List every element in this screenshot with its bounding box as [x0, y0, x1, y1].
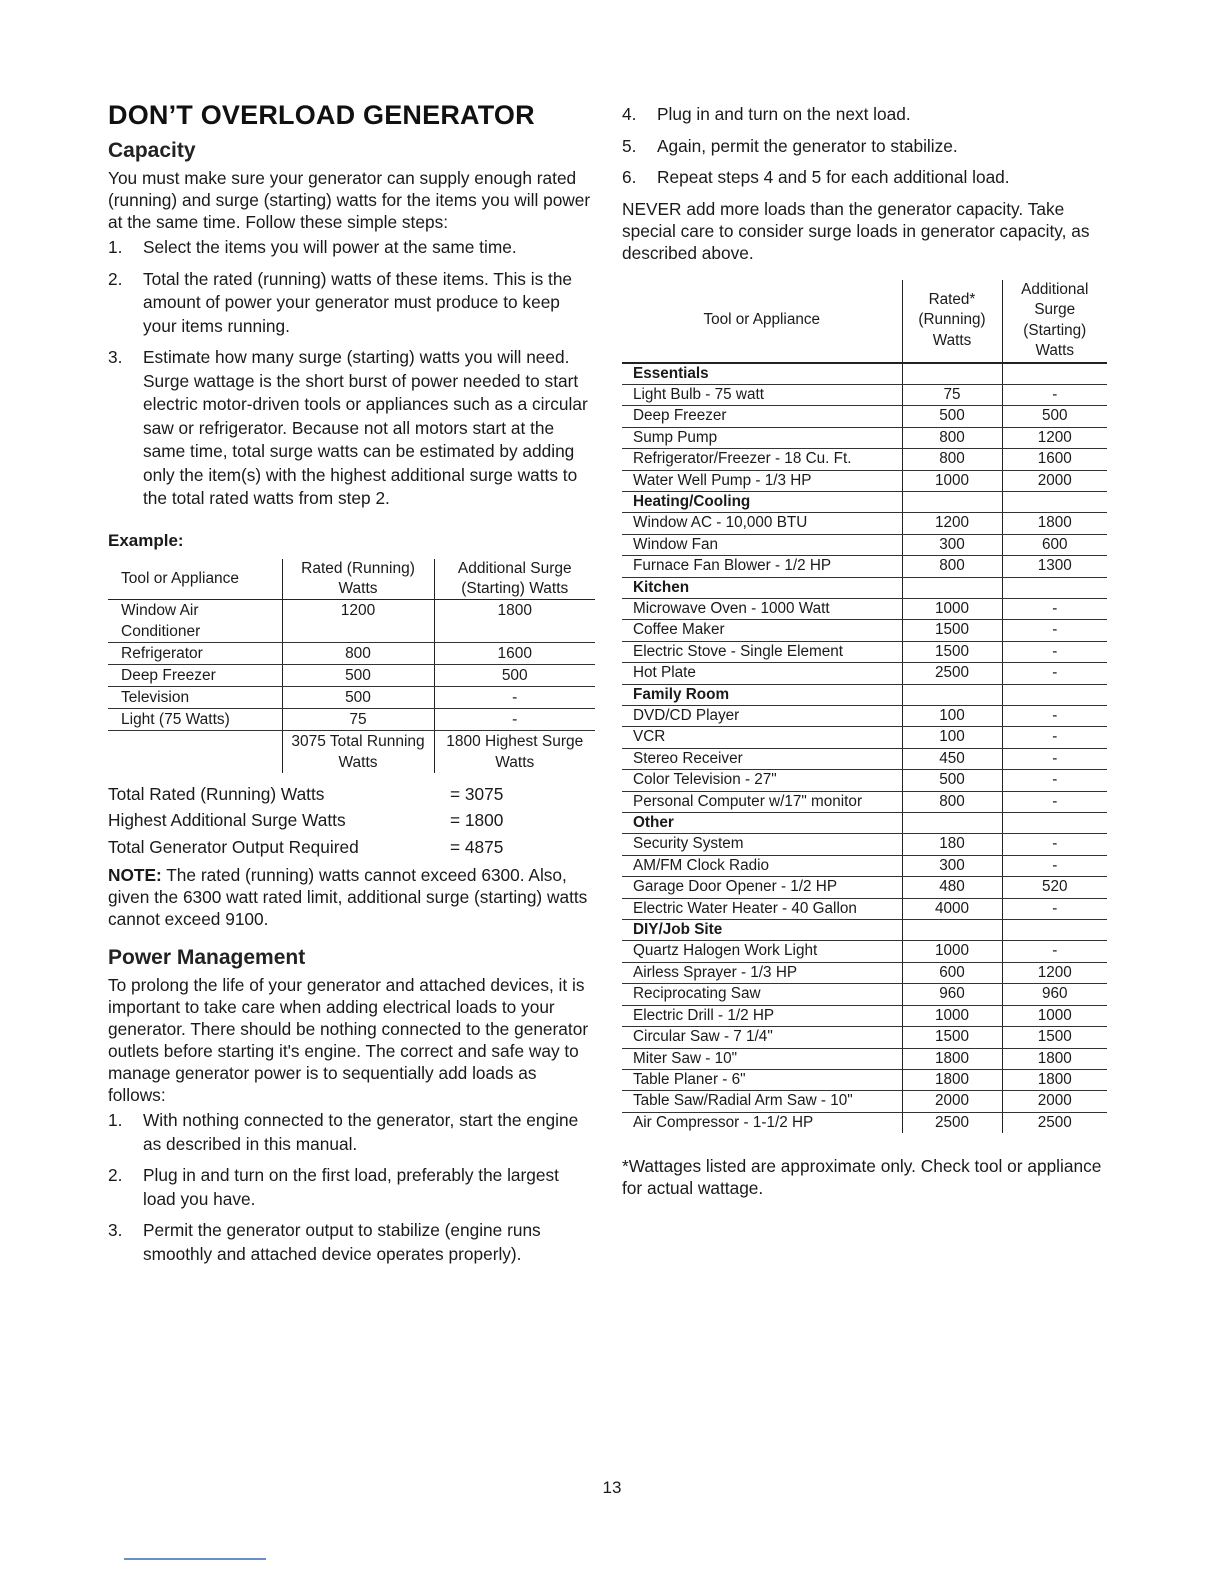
cell-empty: [1002, 491, 1107, 512]
power-management-steps: [108, 1109, 596, 1266]
cell-surge: -: [1002, 598, 1107, 619]
cell-surge: 1200: [1002, 962, 1107, 983]
step-text: Again, permit the generator to stabilize.: [657, 135, 958, 156]
cell-surge: 1500: [1002, 1027, 1107, 1048]
cell-tool: Window Fan: [622, 534, 902, 555]
cell-surge: -: [434, 686, 595, 708]
cell-surge: -: [1002, 620, 1107, 641]
cell-empty: [1002, 577, 1107, 598]
cell-rated: 300: [902, 855, 1002, 876]
step-number: 2.: [108, 1165, 123, 1185]
total-running-watts: 3075 Total Running Watts: [282, 730, 434, 773]
step-text: Repeat steps 4 and 5 for each additional load.: [657, 167, 1010, 187]
table-row: [622, 1027, 1107, 1048]
category-label: Other: [622, 813, 902, 834]
cell-rated: 75: [282, 708, 434, 730]
category-row: [622, 813, 1107, 834]
table-row: [622, 877, 1107, 898]
table-row: [622, 513, 1107, 534]
cell-tool: Personal Computer w/17" monitor: [622, 791, 902, 812]
table-row: [622, 855, 1107, 876]
category-row: [622, 363, 1107, 385]
total-row: [108, 834, 596, 861]
cell-rated: 180: [902, 834, 1002, 855]
category-label: DIY/Job Site: [622, 920, 902, 941]
cell-surge: -: [1002, 384, 1107, 405]
cell-tool: Coffee Maker: [622, 620, 902, 641]
cell-surge: 1300: [1002, 556, 1107, 577]
example-label: Example:: [108, 530, 184, 550]
cell-rated: 2000: [902, 1091, 1002, 1112]
capacity-intro: You must make sure your generator can supply enough rated (running) and surge (starting) watts for the items you will power at the same time. Follow these simple steps:: [108, 168, 591, 232]
cell-rated: 800: [282, 642, 434, 664]
cell-tool: Light (75 Watts): [108, 708, 282, 730]
power-management-heading: Power Management: [108, 946, 306, 969]
cell-rated: 500: [282, 686, 434, 708]
table-row: [108, 599, 595, 642]
totals-block: [108, 781, 596, 861]
cell-surge: -: [1002, 706, 1107, 727]
cell-empty: [902, 363, 1002, 385]
table-row: [622, 427, 1107, 448]
cell-tool: Window AC - 10,000 BTU: [622, 513, 902, 534]
cell-rated: 1000: [902, 470, 1002, 491]
cell-rated: 1500: [902, 641, 1002, 662]
cell-surge: -: [1002, 941, 1107, 962]
cell-surge: -: [1002, 834, 1107, 855]
step-text: Plug in and turn on the next load.: [657, 104, 911, 124]
cell-tool: Refrigerator/Freezer - 18 Cu. Ft.: [622, 449, 902, 470]
category-row: [622, 491, 1107, 512]
cell-surge: 520: [1002, 877, 1107, 898]
table-row: [622, 727, 1107, 748]
total-label: Total Rated (Running) Watts: [108, 783, 325, 804]
col-header-tool: Tool or Appliance: [703, 311, 820, 329]
cell-tool: Electric Drill - 1/2 HP: [622, 1005, 902, 1026]
cell-rated: 1800: [902, 1069, 1002, 1090]
cell-tool: Stereo Receiver: [622, 748, 902, 769]
category-label: Essentials: [622, 363, 902, 385]
step-number: 3.: [108, 1220, 123, 1240]
category-row: [622, 684, 1107, 705]
cell-tool: AM/FM Clock Radio: [622, 855, 902, 876]
cell-tool: Television: [108, 686, 282, 708]
total-value: = 4875: [450, 836, 504, 857]
cell-surge: 1800: [1002, 513, 1107, 534]
step-text: With nothing connected to the generator, start the engine as described in this manual.: [143, 1110, 579, 1154]
cell-rated: 100: [902, 727, 1002, 748]
step-text: Select the items you will power at the same time.: [143, 237, 517, 257]
page-number: 13: [602, 1478, 622, 1497]
table-row: [622, 898, 1107, 919]
cell-rated: 450: [902, 748, 1002, 769]
cell-surge: 600: [1002, 534, 1107, 555]
cell-surge: 2500: [1002, 1112, 1107, 1133]
cell-rated: 75: [902, 384, 1002, 405]
page-title: DON’T OVERLOAD GENERATOR: [108, 100, 535, 130]
table-row: [622, 620, 1107, 641]
table-row: [108, 686, 595, 708]
power-management-intro: To prolong the life of your generator and attached devices, it is important to take care when adding electrical loads to your generator. There should be nothing connected to the generator outlets before starting it's engine. The correct and safe way to manage generator power is to sequentially add loads as follows:: [108, 975, 589, 1105]
step-number: 1.: [108, 237, 123, 257]
list-item: [622, 166, 1110, 190]
cell-surge: 1200: [1002, 427, 1107, 448]
list-item: [108, 236, 596, 260]
cell-surge: -: [1002, 663, 1107, 684]
cell-rated: 500: [902, 770, 1002, 791]
col-header-rated: Rated (Running) Watts: [282, 559, 434, 600]
list-item: [108, 346, 596, 511]
table-row: [622, 534, 1107, 555]
cell-surge: -: [434, 708, 595, 730]
cell-surge: 1600: [434, 642, 595, 664]
cell-tool: Furnace Fan Blower - 1/2 HP: [622, 556, 902, 577]
cell-tool: Table Planer - 6": [622, 1069, 902, 1090]
cell-tool: Hot Plate: [622, 663, 902, 684]
note-paragraph: [108, 864, 596, 930]
table-row: [622, 1091, 1107, 1112]
table-row: [622, 748, 1107, 769]
cell-rated: 600: [902, 962, 1002, 983]
cell-rated: 800: [902, 449, 1002, 470]
cell-rated: 2500: [902, 1112, 1002, 1133]
table-row: [622, 470, 1107, 491]
list-item: [622, 135, 1110, 159]
table-row: [622, 641, 1107, 662]
cell-surge: -: [1002, 791, 1107, 812]
table-row: [622, 770, 1107, 791]
cell-surge: -: [1002, 748, 1107, 769]
table-row: [622, 1112, 1107, 1133]
col-header-surge: Additional Surge (Starting) Watts: [1002, 280, 1107, 363]
cell-tool: Color Television - 27": [622, 770, 902, 791]
list-item: [108, 1219, 596, 1266]
note-label: NOTE:: [108, 865, 162, 885]
cell-empty: [1002, 363, 1107, 385]
table-row: [622, 1005, 1107, 1026]
cell-tool: Miter Saw - 10": [622, 1048, 902, 1069]
cell-rated: 300: [902, 534, 1002, 555]
cell-tool: VCR: [622, 727, 902, 748]
list-item: [108, 268, 596, 339]
cell-empty: [902, 813, 1002, 834]
table-row: [622, 791, 1107, 812]
cell-tool: DVD/CD Player: [622, 706, 902, 727]
wattage-table: [622, 280, 1107, 1134]
cell-tool: Airless Sprayer - 1/3 HP: [622, 962, 902, 983]
table-row: [622, 962, 1107, 983]
footnote: *Wattages listed are approximate only. Check tool or appliance for actual wattage.: [622, 1156, 1102, 1199]
capacity-heading: Capacity: [108, 139, 196, 162]
cell-surge: 1600: [1002, 449, 1107, 470]
cell-tool: Window Air Conditioner: [108, 599, 282, 642]
table-row: [622, 1069, 1107, 1090]
cell-empty: [902, 577, 1002, 598]
right-column: [622, 103, 1110, 1199]
step-text: Plug in and turn on the first load, preferably the largest load you have.: [143, 1165, 559, 1209]
capacity-steps: [108, 236, 596, 511]
cell-rated: 960: [902, 984, 1002, 1005]
cell-rated: 500: [902, 406, 1002, 427]
cell-surge: 500: [434, 664, 595, 686]
wattage-table-body: [622, 363, 1107, 1134]
step-text: Permit the generator output to stabilize (engine runs smoothly and attached device operates properly).: [143, 1220, 541, 1264]
table-row: [622, 449, 1107, 470]
cell-rated: 4000: [902, 898, 1002, 919]
cell-rated: 100: [902, 706, 1002, 727]
cell-rated: 2500: [902, 663, 1002, 684]
category-label: Kitchen: [622, 577, 902, 598]
cell-tool: Deep Freezer: [622, 406, 902, 427]
category-label: Heating/Cooling: [622, 491, 902, 512]
total-label: Highest Additional Surge Watts: [108, 810, 346, 830]
cell-empty: [902, 920, 1002, 941]
step-number: 4.: [622, 104, 637, 124]
cell-surge: 500: [1002, 406, 1107, 427]
table-row: [108, 708, 595, 730]
cell-surge: 1800: [434, 599, 595, 642]
total-row: [108, 781, 596, 808]
cell-surge: -: [1002, 855, 1107, 876]
total-value: = 1800: [450, 810, 504, 830]
cell-tool: Reciprocating Saw: [622, 984, 902, 1005]
cell-tool: Garage Door Opener - 1/2 HP: [622, 877, 902, 898]
cell-tool: Circular Saw - 7 1/4": [622, 1027, 902, 1048]
step-number: 6.: [622, 167, 637, 187]
table-row: [108, 642, 595, 664]
cell-surge: -: [1002, 898, 1107, 919]
highest-surge-watts: 1800 Highest Surge Watts: [446, 732, 584, 771]
cell-surge: -: [1002, 770, 1107, 791]
example-table: [108, 559, 595, 773]
cell-rated: 500: [282, 664, 434, 686]
cell-empty: [1002, 684, 1107, 705]
total-row: [108, 807, 596, 834]
cell-surge: 1800: [1002, 1069, 1107, 1090]
cell-surge: -: [1002, 641, 1107, 662]
col-header-tool: Tool or Appliance: [108, 559, 282, 600]
step-text: Estimate how many surge (starting) watts you will need. Surge wattage is the short burst of power needed to start electric motor-driven tools or appliances such as a circular saw or refrigerator. Because not all motors start at the same time, total surge watts can be estimated by adding only the item(s) with the highest additional surge watts to the total rated watts from step 2.: [143, 347, 588, 508]
cell-surge: 1800: [1002, 1048, 1107, 1069]
table-row: [622, 941, 1107, 962]
cell-tool: Deep Freezer: [108, 664, 282, 686]
cell-empty: [1002, 920, 1107, 941]
step-number: 3.: [108, 347, 123, 367]
table-row: [622, 1048, 1107, 1069]
col-header-surge: Additional Surge (Starting) Watts: [434, 559, 595, 600]
cell-rated: 1500: [902, 620, 1002, 641]
table-row: [622, 984, 1107, 1005]
table-row: [108, 664, 595, 686]
bottom-rule: [124, 1558, 266, 1560]
cell-rated: 1000: [902, 598, 1002, 619]
cell-tool: Water Well Pump - 1/3 HP: [622, 470, 902, 491]
cell-empty: [1002, 813, 1107, 834]
cell-empty: [108, 730, 282, 773]
cell-tool: Sump Pump: [622, 427, 902, 448]
table-totals-row: [108, 730, 595, 773]
cell-tool: Quartz Halogen Work Light: [622, 941, 902, 962]
step-text: Total the rated (running) watts of these items. This is the amount of power your generator must produce to keep your items running.: [143, 268, 573, 336]
cell-rated: 1500: [902, 1027, 1002, 1048]
note-text: The rated (running) watts cannot exceed 6300. Also, given the 6300 watt rated limit, additional surge (starting) watts cannot exceed 9100.: [108, 865, 588, 929]
cell-rated: 800: [902, 791, 1002, 812]
category-row: [622, 577, 1107, 598]
cell-tool: Air Compressor - 1-1/2 HP: [633, 1113, 814, 1131]
table-row: [622, 406, 1107, 427]
overload-warning: NEVER add more loads than the generator capacity. Take special care to consider surge loads in generator capacity, as described above.: [622, 198, 1090, 263]
cell-tool: Electric Stove - Single Element: [622, 641, 902, 662]
cell-surge: 1000: [1002, 1005, 1107, 1026]
step-number: 5.: [622, 135, 637, 156]
cell-empty: [902, 491, 1002, 512]
cell-rated: 1000: [902, 941, 1002, 962]
table-row: [622, 706, 1107, 727]
step-number: 1.: [108, 1110, 123, 1130]
table-row: [622, 598, 1107, 619]
left-column: [108, 100, 596, 1274]
cell-rated: 800: [902, 556, 1002, 577]
list-item: [108, 1109, 596, 1156]
table-row: [622, 556, 1107, 577]
step-number: 2.: [108, 268, 123, 289]
power-management-steps-continued: [622, 103, 1110, 190]
cell-rated: 1800: [902, 1048, 1002, 1069]
table-row: [622, 834, 1107, 855]
cell-rated: 1000: [902, 1005, 1002, 1026]
cell-rated: 480: [902, 877, 1002, 898]
category-label: Family Room: [622, 684, 902, 705]
cell-tool: Electric Water Heater - 40 Gallon: [622, 898, 902, 919]
cell-surge: 2000: [1002, 1091, 1107, 1112]
cell-rated: 800: [902, 427, 1002, 448]
cell-rated: 1200: [282, 599, 434, 642]
cell-surge: 960: [1002, 984, 1107, 1005]
cell-surge: 2000: [1002, 470, 1107, 491]
cell-tool: Microwave Oven - 1000 Watt: [622, 598, 902, 619]
total-value: = 3075: [450, 783, 504, 804]
cell-tool: Refrigerator: [108, 642, 282, 664]
table-row: [622, 663, 1107, 684]
list-item: [622, 103, 1110, 127]
list-item: [108, 1164, 596, 1211]
cell-surge: -: [1002, 727, 1107, 748]
cell-tool: Security System: [622, 834, 902, 855]
col-header-rated: Rated* (Running) Watts: [902, 280, 1002, 363]
category-row: [622, 920, 1107, 941]
total-label: Total Generator Output Required: [108, 836, 359, 857]
cell-rated: 1200: [902, 513, 1002, 534]
cell-empty: [902, 684, 1002, 705]
cell-tool: Light Bulb - 75 watt: [622, 384, 902, 405]
table-row: [622, 384, 1107, 405]
cell-tool: Table Saw/Radial Arm Saw - 10": [622, 1091, 902, 1112]
